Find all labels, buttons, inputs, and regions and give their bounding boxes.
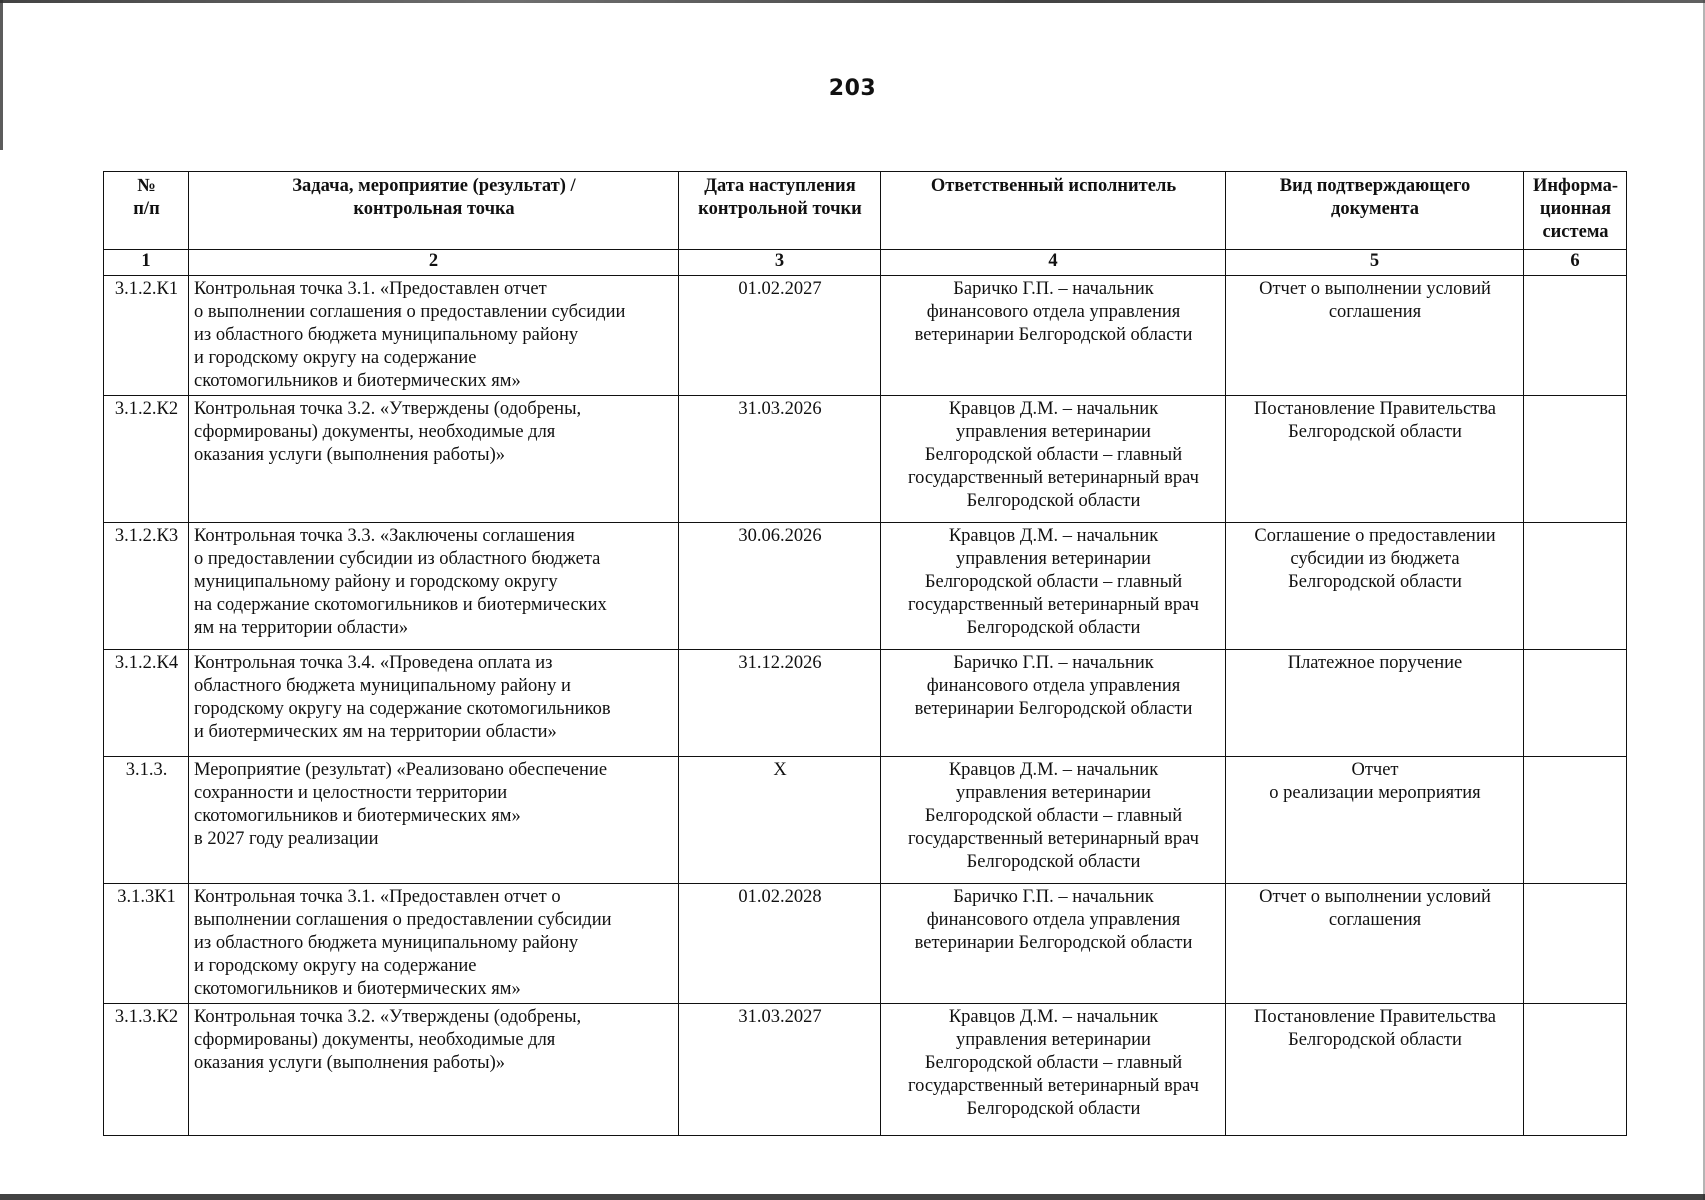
row-document: Постановление Правительства Белгородской области (1226, 396, 1524, 523)
row-system (1524, 523, 1627, 650)
column-number: 3 (679, 250, 881, 276)
row-number: 3.1.3К1 (104, 884, 189, 1004)
row-date: 31.03.2026 (679, 396, 881, 523)
row-number: 3.1.2.К2 (104, 396, 189, 523)
scan-edge-bottom (0, 1194, 1705, 1200)
table-row (104, 523, 1627, 650)
column-number: 2 (189, 250, 679, 276)
scan-edge-top (0, 0, 1705, 3)
row-document: Отчет о выполнении условий соглашения (1226, 276, 1524, 396)
row-system (1524, 276, 1627, 396)
table-row (104, 276, 1627, 396)
row-document: Отчет о реализации мероприятия (1226, 757, 1524, 884)
row-task: Мероприятие (результат) «Реализовано обеспечение сохранности и целостности территории скотомогильников и биотермических ям» в 2027 году реализации (189, 757, 679, 884)
control-points-table (103, 171, 1627, 1136)
scan-edge-left (0, 0, 3, 150)
row-document: Соглашение о предоставлении субсидии из бюджета Белгородской области (1226, 523, 1524, 650)
row-system (1524, 757, 1627, 884)
row-document: Платежное поручение (1226, 650, 1524, 757)
row-document: Постановление Правительства Белгородской области (1226, 1004, 1524, 1136)
header-task: Задача, мероприятие (результат) / контрольная точка (189, 172, 679, 250)
column-number: 5 (1226, 250, 1524, 276)
row-date: 01.02.2027 (679, 276, 881, 396)
table-row (104, 1004, 1627, 1136)
row-date: 01.02.2028 (679, 884, 881, 1004)
column-number-row (104, 250, 1627, 276)
row-number: 3.1.2.К3 (104, 523, 189, 650)
header-date: Дата наступления контрольной точки (679, 172, 881, 250)
row-date: 30.06.2026 (679, 523, 881, 650)
row-task: Контрольная точка 3.2. «Утверждены (одобрены, сформированы) документы, необходимые для оказания услуги (выполнения работы)» (189, 396, 679, 523)
row-responsible: Кравцов Д.М. – начальник управления ветеринарии Белгородской области – главный государственный ветеринарный врач Белгородской области (881, 396, 1226, 523)
row-date: X (679, 757, 881, 884)
row-system (1524, 650, 1627, 757)
row-date: 31.03.2027 (679, 1004, 881, 1136)
table-header-row (104, 172, 1627, 250)
row-number: 3.1.2.К4 (104, 650, 189, 757)
row-date: 31.12.2026 (679, 650, 881, 757)
column-number: 4 (881, 250, 1226, 276)
row-task: Контрольная точка 3.1. «Предоставлен отчет о выполнении соглашения о предоставлении субсидии из областного бюджета муниципальному району и городскому округу на содержание скотомогильников и биотермических ям» (189, 276, 679, 396)
row-responsible: Баричко Г.П. – начальник финансового отдела управления ветеринарии Белгородской области (881, 276, 1226, 396)
header-num: № п/п (104, 172, 189, 250)
row-task: Контрольная точка 3.4. «Проведена оплата из областного бюджета муниципальному району и городскому округу на содержание скотомогильников и биотермических ям на территории области» (189, 650, 679, 757)
row-responsible: Баричко Г.П. – начальник финансового отдела управления ветеринарии Белгородской области (881, 650, 1226, 757)
table-row (104, 650, 1627, 757)
row-system (1524, 396, 1627, 523)
row-responsible: Кравцов Д.М. – начальник управления ветеринарии Белгородской области – главный государственный ветеринарный врач Белгородской области (881, 523, 1226, 650)
row-task: Контрольная точка 3.1. «Предоставлен отчет о выполнении соглашения о предоставлении субсидии из областного бюджета муниципальному району и городскому округу на содержание скотомогильников и биотермических ям» (189, 884, 679, 1004)
table-row (104, 884, 1627, 1004)
row-responsible: Баричко Г.П. – начальник финансового отдела управления ветеринарии Белгородской области (881, 884, 1226, 1004)
header-document: Вид подтверждающего документа (1226, 172, 1524, 250)
row-task: Контрольная точка 3.3. «Заключены соглашения о предоставлении субсидии из областного бюджета муниципальному району и городскому округу на содержание скотомогильников и биотермических ям на территории области» (189, 523, 679, 650)
row-responsible: Кравцов Д.М. – начальник управления ветеринарии Белгородской области – главный государственный ветеринарный врач Белгородской области (881, 1004, 1226, 1136)
row-document: Отчет о выполнении условий соглашения (1226, 884, 1524, 1004)
row-system (1524, 1004, 1627, 1136)
row-number: 3.1.2.К1 (104, 276, 189, 396)
row-system (1524, 884, 1627, 1004)
table-row (104, 757, 1627, 884)
column-number: 1 (104, 250, 189, 276)
page-number: 203 (828, 76, 877, 101)
column-number: 6 (1524, 250, 1627, 276)
row-responsible: Кравцов Д.М. – начальник управления ветеринарии Белгородской области – главный государственный ветеринарный врач Белгородской области (881, 757, 1226, 884)
row-number: 3.1.3. (104, 757, 189, 884)
header-responsible: Ответственный исполнитель (881, 172, 1226, 250)
table-row (104, 396, 1627, 523)
header-system: Информа- ционная система (1524, 172, 1627, 250)
row-task: Контрольная точка 3.2. «Утверждены (одобрены, сформированы) документы, необходимые для оказания услуги (выполнения работы)» (189, 1004, 679, 1136)
row-number: 3.1.3.К2 (104, 1004, 189, 1136)
